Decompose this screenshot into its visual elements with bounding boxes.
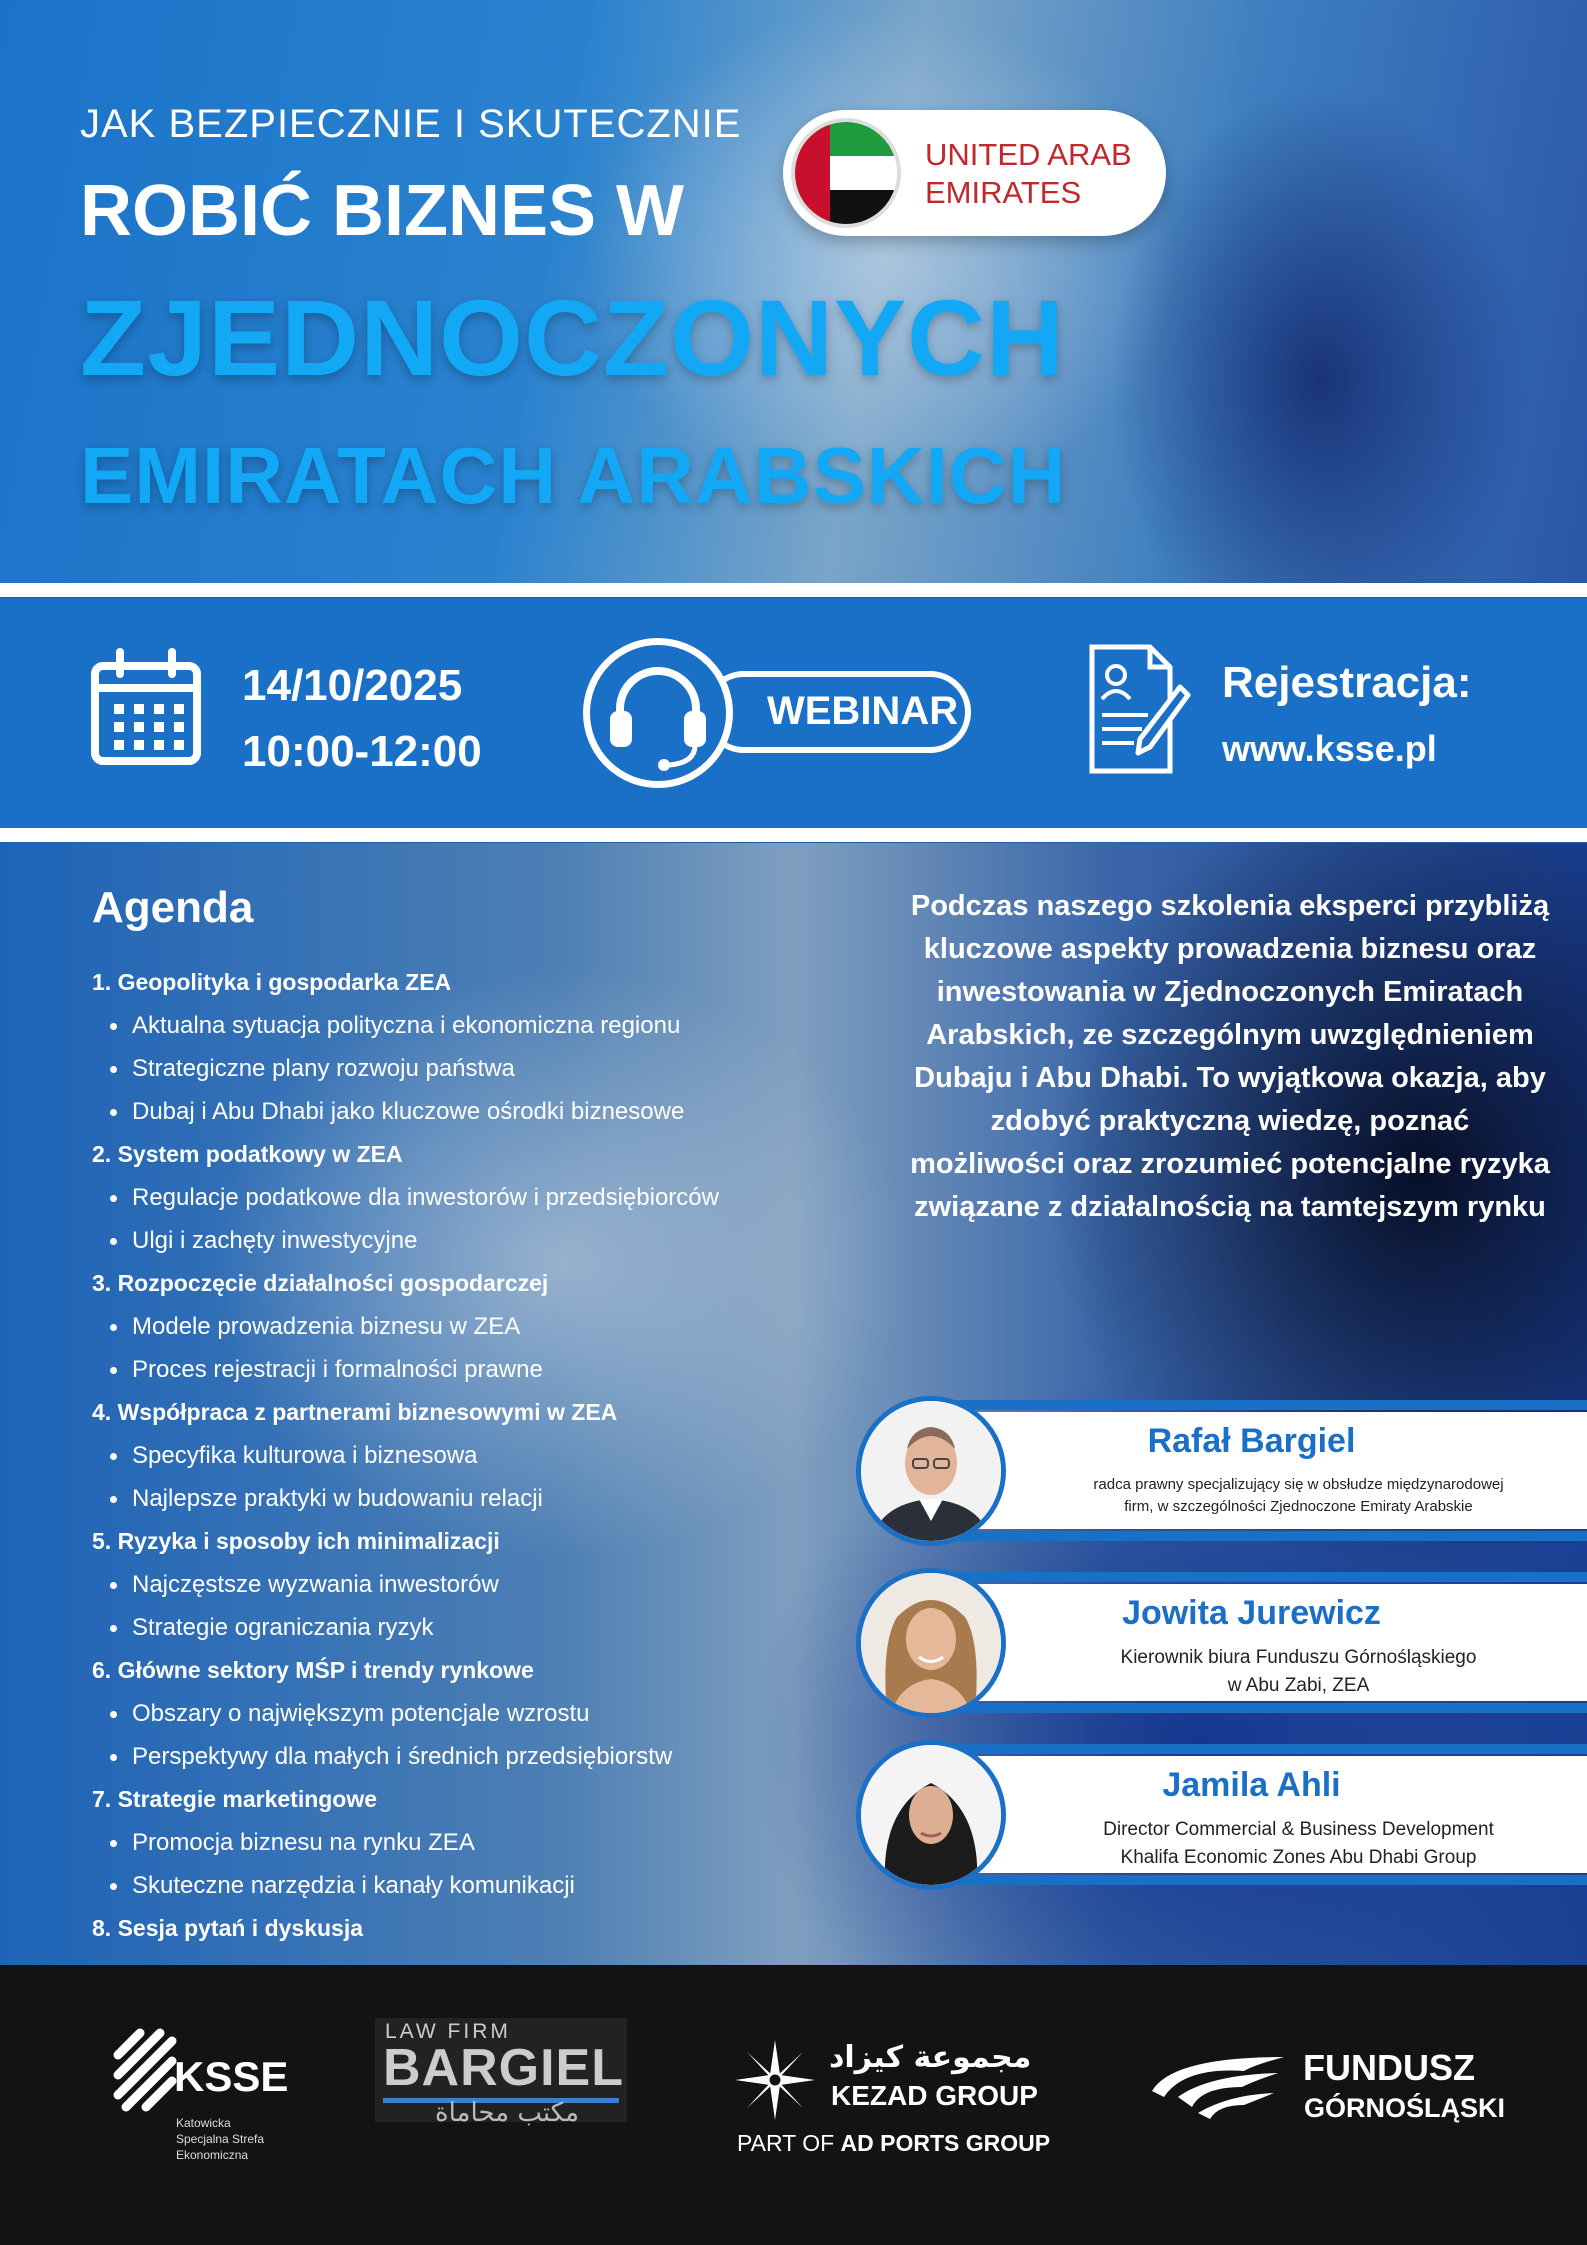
agenda-item: [92, 1821, 852, 1864]
agenda-item: [92, 1004, 852, 1047]
bargiel-main: BARGIEL: [383, 2039, 624, 2097]
event-time: 10:00-12:00: [242, 727, 482, 776]
agenda-item-text: Strategiczne plany rozwoju państwa: [132, 1055, 515, 1082]
agenda-item-text: Proces rejestracji i formalności prawne: [132, 1356, 543, 1383]
registration-label: Rejestracja:: [1222, 658, 1472, 707]
speaker-photo: [856, 1396, 1006, 1546]
agenda-item: [92, 1735, 852, 1778]
agenda-section: 4. Współpraca z partnerami biznesowymi w ZEA: [92, 1399, 618, 1425]
bullet-icon: [110, 1324, 117, 1331]
speaker-role: [1026, 1816, 1571, 1872]
registration-form-icon: [1088, 643, 1192, 775]
main-content: [0, 843, 1587, 1965]
bullet-icon: [110, 1367, 117, 1374]
agenda-section: 7. Strategie marketingowe: [92, 1786, 378, 1812]
divider-top: [0, 583, 1587, 597]
agenda-item-text: Regulacje podatkowe dla inwestorów i przedsiębiorców: [132, 1184, 719, 1211]
speaker-name: Rafał Bargiel: [1147, 1422, 1356, 1460]
agenda-item-text: Strategie ograniczania ryzyk: [132, 1614, 434, 1641]
ksse-subtitle: [176, 2115, 306, 2163]
speaker-photo: [856, 1568, 1006, 1718]
speaker-role-line: radca prawny specjalizujący się w obsłudze międzynarodowej: [1093, 1476, 1504, 1493]
fundusz-subtitle: GÓRNOŚLĄSKI: [1304, 2093, 1506, 2123]
fundusz-logo: [1148, 2047, 1518, 2137]
ksse-subtitle-line: Katowicka: [176, 2116, 231, 2130]
ksse-stripes-icon: [110, 2025, 180, 2125]
ksse-subtitle-line: Ekonomiczna: [176, 2148, 249, 2162]
fundusz-name: FUNDUSZ: [1303, 2047, 1475, 2088]
bullet-icon: [110, 1453, 117, 1460]
pre-title: JAK BEZPIECZNIE I SKUTECZNIE: [80, 102, 742, 146]
kezad-parent: [737, 2130, 1050, 2157]
registration-url[interactable]: www.ksse.pl: [1222, 728, 1437, 769]
headset-icon: [590, 645, 726, 781]
bullet-icon: [110, 1496, 117, 1503]
agenda-item-text: Skuteczne narzędzia i kanały komunikacji: [132, 1872, 575, 1899]
kezad-parent-prefix: PART OF: [737, 2130, 835, 2156]
event-datetime: [242, 653, 482, 785]
speaker-role-line: Kierownik biura Funduszu Górnośląskiego: [1120, 1647, 1477, 1668]
speaker-role: [1026, 1644, 1571, 1700]
fundusz-wing-icon: [1148, 2051, 1288, 2121]
speaker-photo: [856, 1740, 1006, 1890]
bullet-icon: [110, 1066, 117, 1073]
bargiel-arabic: مكتب محاماة: [435, 2098, 580, 2128]
divider-bottom: [0, 828, 1587, 842]
bullet-icon: [110, 1023, 117, 1030]
bullet-icon: [110, 1840, 117, 1847]
agenda-item: [92, 1176, 852, 1219]
header: [0, 0, 1587, 583]
bullet-icon: [110, 1109, 117, 1116]
country-badge-line-1: UNITED ARAB: [925, 137, 1132, 172]
speaker-role-line: w Abu Zabi, ZEA: [1227, 1675, 1370, 1696]
agenda-section: 2. System podatkowy w ZEA: [92, 1141, 403, 1167]
agenda-section: 8. Sesja pytań i dyskusja: [92, 1915, 364, 1941]
agenda-section: 3. Rozpoczęcie działalności gospodarczej: [92, 1270, 549, 1296]
footer-logos: [0, 1965, 1587, 2245]
ksse-subtitle-line: Specjalna Strefa: [176, 2132, 265, 2146]
registration-info: [1222, 650, 1471, 782]
ksse-name: KSSE: [174, 2053, 289, 2100]
webinar-pill: [703, 671, 971, 753]
info-bar: [0, 598, 1587, 828]
speaker-card: [856, 1400, 1587, 1547]
kezad-name: KEZAD GROUP: [831, 2080, 1038, 2111]
agenda-item: [92, 1563, 852, 1606]
agenda-section: 6. Główne sektory MŚP i trendy rynkowe: [92, 1657, 534, 1683]
speaker-role: [1026, 1474, 1571, 1518]
speaker-name: Jamila Ahli: [1162, 1766, 1341, 1804]
country-badge: [783, 110, 1166, 236]
agenda-item-text: Aktualna sytuacja polityczna i ekonomiczna regionu: [132, 1012, 681, 1039]
kezad-parent-brand: AD PORTS GROUP: [840, 2130, 1051, 2156]
agenda-item-text: Modele prowadzenia biznesu w ZEA: [132, 1313, 521, 1340]
agenda-item: [92, 1090, 852, 1133]
speaker-card: [856, 1572, 1587, 1719]
agenda-item-text: Najlepsze praktyki w budowaniu relacji: [132, 1485, 543, 1512]
speaker-name: Jowita Jurewicz: [1122, 1594, 1381, 1632]
agenda-item-text: Obszary o największym potencjale wzrostu: [132, 1700, 590, 1727]
agenda-item: [92, 1219, 852, 1262]
bullet-icon: [110, 1582, 117, 1589]
headset-circle: [583, 638, 733, 788]
agenda-item: [92, 1477, 852, 1520]
kezad-arabic: مجموعة كيزاد: [829, 2040, 1032, 2075]
agenda-item-text: Specyfika kulturowa i biznesowa: [132, 1442, 478, 1469]
bullet-icon: [110, 1238, 117, 1245]
agenda-section: 5. Ryzyka i sposoby ich minimalizacji: [92, 1528, 500, 1554]
agenda-item: [92, 1692, 852, 1735]
speaker-card: [856, 1744, 1587, 1891]
bullet-icon: [110, 1195, 117, 1202]
speaker-role-line: Director Commercial & Business Development: [1103, 1819, 1494, 1840]
title-line-1: ROBIĆ BIZNES W: [80, 171, 684, 251]
title-line-2: ZJEDNOCZONYCH: [80, 277, 1066, 398]
bullet-icon: [110, 1754, 117, 1761]
uae-flag-icon: [791, 118, 901, 228]
bullet-icon: [110, 1711, 117, 1718]
bargiel-top: LAW FIRM: [385, 2020, 511, 2043]
kezad-logo: [735, 2040, 1075, 2156]
agenda-item: [92, 1606, 852, 1649]
country-badge-line-2: EMIRATES: [925, 175, 1082, 210]
title-line-3: EMIRATACH ARABSKICH: [80, 431, 1067, 520]
country-badge-text: [925, 136, 1132, 212]
webinar-label: WEBINAR: [767, 689, 959, 733]
agenda-item: [92, 1348, 852, 1391]
agenda-item-text: Dubaj i Abu Dhabi jako kluczowe ośrodki biznesowe: [132, 1098, 685, 1125]
bullet-icon: [110, 1625, 117, 1632]
agenda-item: [92, 1864, 852, 1907]
agenda-item-text: Najczęstsze wyzwania inwestorów: [132, 1571, 499, 1598]
kezad-star-icon: [735, 2040, 815, 2120]
agenda-item-text: Promocja biznesu na rynku ZEA: [132, 1829, 475, 1856]
agenda-item: [92, 1047, 852, 1090]
speaker-role-line: Khalifa Economic Zones Abu Dhabi Group: [1120, 1847, 1477, 1868]
agenda-item-text: Perspektywy dla małych i średnich przedsiębiorstw: [132, 1743, 673, 1770]
agenda-item: [92, 1434, 852, 1477]
event-description: Podczas naszego szkolenia eksperci przybliżą kluczowe aspekty prowadzenia biznesu oraz inwestowania w Zjednoczonych Emiratach Arabskich, ze szczególnym uwzględnieniem Dubaju i Abu Dhabi. To wyjątkowa okazja, aby zdobyć praktyczną wiedzę, poznać możliwości oraz zrozumieć potencjalne ryzyka związane z działalnością na tamtejszym rynku: [910, 890, 1550, 1223]
calendar-icon: [90, 648, 202, 766]
agenda-section: 1. Geopolityka i gospodarka ZEA: [92, 969, 452, 995]
event-date: 14/10/2025: [242, 661, 463, 710]
speaker-role-line: firm, w szczególności Zjednoczone Emiraty Arabskie: [1124, 1498, 1473, 1515]
agenda-item-text: Ulgi i zachęty inwestycyjne: [132, 1227, 418, 1254]
bargiel-logo: [375, 2018, 627, 2128]
webinar-badge: [583, 638, 973, 788]
agenda-list: [92, 961, 852, 1950]
agenda-item: [92, 1305, 852, 1348]
ksse-logo: [110, 2025, 310, 2175]
agenda-title: Agenda: [92, 883, 254, 932]
bullet-icon: [110, 1883, 117, 1890]
